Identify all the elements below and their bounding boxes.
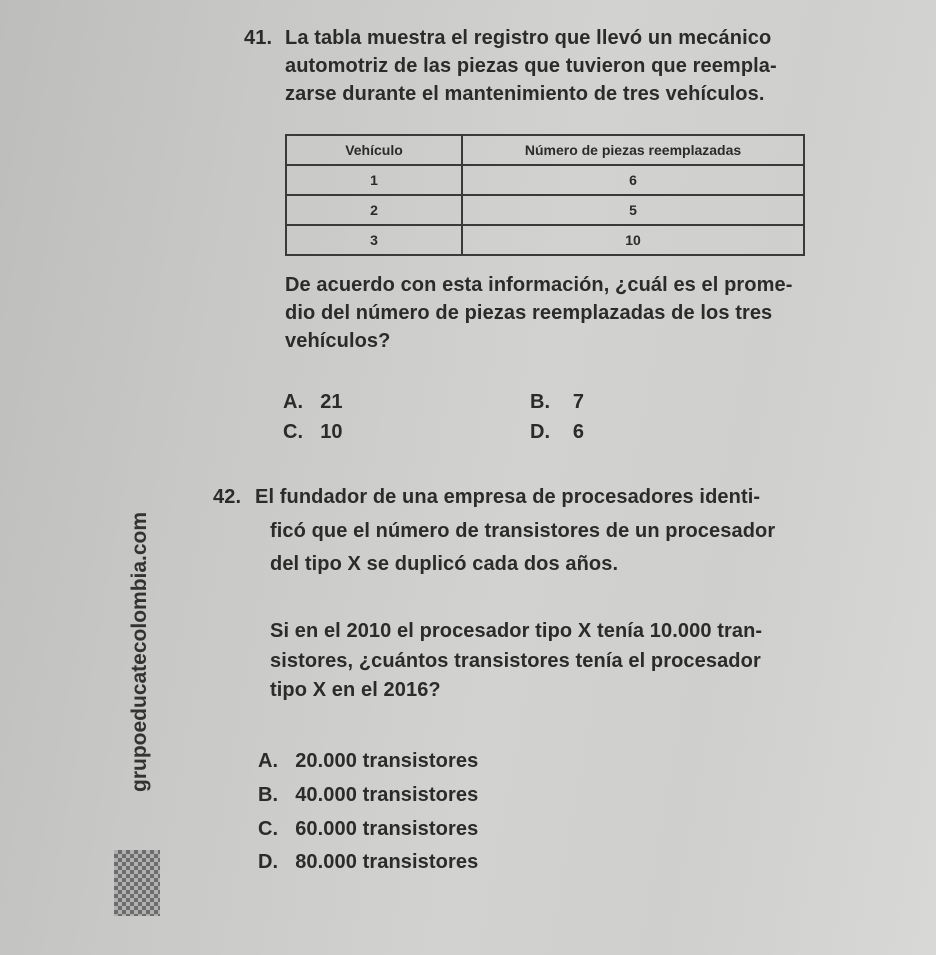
q42-text-line: ficó que el número de transistores de un procesador [270,520,776,542]
q41-option-a[interactable] [283,391,343,414]
cell: 2 [286,195,462,225]
q42-question-line: tipo X en el 2016? [270,679,441,701]
option-letter: A. [283,391,304,413]
q42-text-line: El fundador de una empresa de procesadores identi- [255,486,761,508]
option-text: 20.000 transistores [295,750,479,772]
parts-table [285,134,805,256]
option-letter: B. [258,784,279,806]
q41-text-line: automotriz de las piezas que tuvieron que reempla- [285,55,777,77]
header-vehicle: Vehículo [286,135,462,165]
q41-option-d[interactable] [530,421,584,444]
q41-text-line: zarse durante el mantenimiento de tres vehículos. [285,83,765,105]
q42-option-a[interactable] [258,750,478,773]
table-row [286,225,804,255]
q41-option-c[interactable] [283,421,343,444]
question-42-number: 42. [213,486,242,508]
q42-option-c[interactable] [258,818,478,841]
q41-text-line: La tabla muestra el registro que llevó un mecánico [285,27,772,49]
option-text: 6 [572,421,585,443]
cell: 6 [462,165,804,195]
cell: 3 [286,225,462,255]
table-header-row [286,135,804,165]
option-letter: B. [530,391,551,413]
header-parts: Número de piezas reemplazadas [462,135,804,165]
q41-question-line: vehículos? [285,330,391,352]
option-letter: D. [530,421,551,443]
cell: 5 [462,195,804,225]
question-41-number: 41. [244,27,273,49]
table-row [286,195,804,225]
q42-option-b[interactable] [258,784,478,807]
option-text: 21 [320,391,343,413]
option-text: 10 [320,421,343,443]
option-text: 60.000 transistores [295,818,479,840]
cell: 1 [286,165,462,195]
qr-code-icon [114,850,160,916]
option-letter: C. [283,421,304,443]
watermark-url: grupoeducatecolombia.com [128,511,151,792]
cell: 10 [462,225,804,255]
option-letter: D. [258,851,279,873]
q42-question-line: sistores, ¿cuántos transistores tenía el procesador [270,650,761,672]
q42-text-line: del tipo X se duplicó cada dos años. [270,553,619,575]
q41-option-b[interactable] [530,391,584,414]
q41-question-line: De acuerdo con esta información, ¿cuál es el prome- [285,274,793,296]
option-letter: A. [258,750,279,772]
q41-question-line: dio del número de piezas reemplazadas de los tres [285,302,773,324]
table-row [286,165,804,195]
option-text: 80.000 transistores [295,851,479,873]
q42-question-line: Si en el 2010 el procesador tipo X tenía 10.000 tran- [270,620,763,642]
option-text: 40.000 transistores [295,784,479,806]
option-text: 7 [572,391,585,413]
q42-option-d[interactable] [258,851,478,874]
option-letter: C. [258,818,279,840]
